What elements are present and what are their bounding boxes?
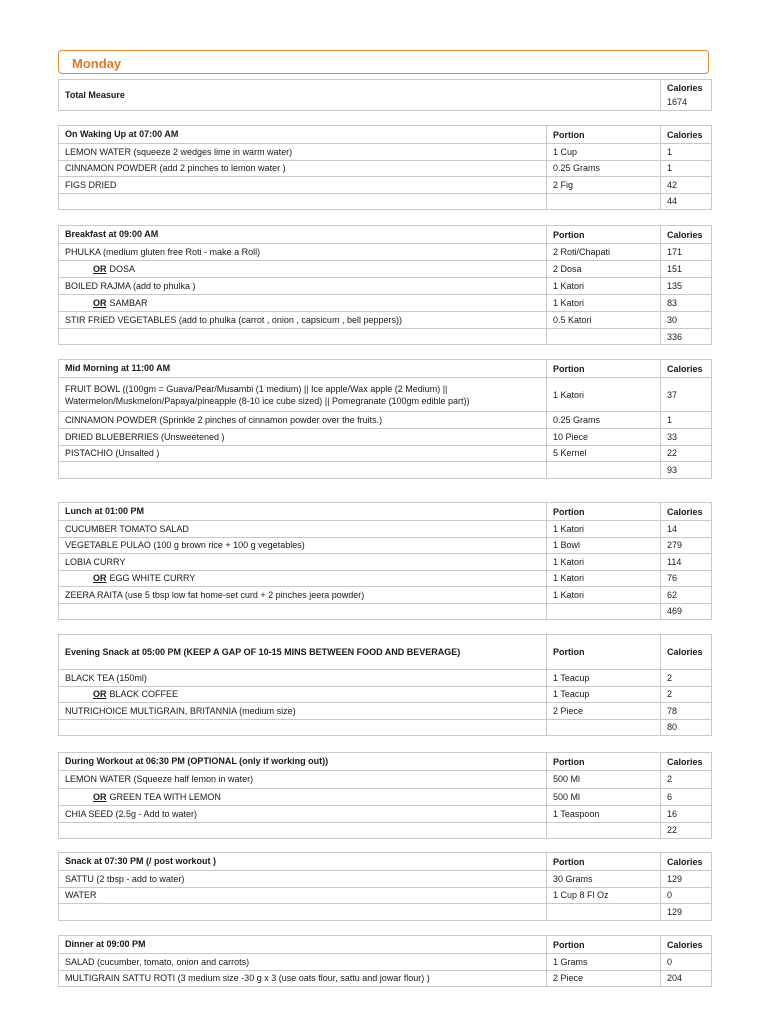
food-portion: 2 Fig [547,177,661,194]
meal-total-empty [547,822,661,839]
meal-total-row [59,603,712,620]
food-name: CUCUMBER TOMATO SALAD [65,523,189,534]
food-name: BLACK TEA (150ml) [65,672,147,683]
food-name: LEMON WATER (squeeze 2 wedges lime in warm water) [65,146,293,157]
or-label: OR [93,791,107,802]
total-measure-label: Total Measure [59,80,661,111]
food-portion: 500 Ml [547,771,661,789]
food-row [59,312,712,329]
food-name: LOBIA CURRY [65,556,126,567]
food-name: LEMON WATER (Squeeze half lemon in water) [65,774,254,785]
food-name-cell [59,703,547,720]
food-row [59,771,712,789]
total-calories-cell [661,80,712,111]
food-row [59,703,712,720]
food-portion: 1 Katori [547,587,661,604]
food-portion: 1 Katori [547,278,661,295]
meal-total-calories: 469 [661,603,712,620]
food-name: VEGETABLE PULAO (100 g brown rice + 100 g vegetables) [65,540,305,551]
food-portion: 1 Grams [547,954,661,971]
meal-title: During Workout at 06:30 PM (OPTIONAL (only if working out)) [59,753,547,771]
summary-table [58,79,712,111]
food-calories: 114 [661,554,712,571]
food-name-cell [59,278,547,295]
food-name-cell [59,445,547,462]
food-calories: 171 [661,244,712,261]
calories-header: Calories [661,853,712,871]
food-name-cell [59,871,547,888]
food-name-cell [59,521,547,538]
meal-total-calories: 336 [661,329,712,345]
food-name: FIGS DRIED [65,179,117,190]
food-name-cell [59,686,547,703]
meal-total-empty [547,193,661,210]
food-name-cell [59,378,547,412]
food-name: SALAD (cucumber, tomato, onion and carrots) [65,956,250,967]
food-name: BOILED RAJMA (add to phulka ) [65,281,196,291]
food-name: SATTU (2 tbsp - add to water) [65,873,185,884]
portion-header: Portion [547,126,661,144]
food-portion: 0.25 Grams [547,160,661,177]
calories-header: Calories [661,936,712,954]
food-calories: 0 [661,954,712,971]
portion-header: Portion [547,635,661,670]
meal-total-calories: 129 [661,904,712,921]
food-name-cell [59,412,547,429]
meal-header-row [59,126,712,144]
meal-total-empty [59,329,547,345]
food-calories: 1 [661,144,712,161]
calories-header: Calories [661,126,712,144]
meal-total-row [59,904,712,921]
food-row [59,570,712,587]
calories-header: Calories [661,360,712,378]
food-name: CHIA SEED (2.5g - Add to water) [65,808,198,819]
food-row [59,429,712,446]
food-calories: 83 [661,295,712,312]
meal-header-row [59,853,712,871]
meal-header-row [59,635,712,670]
food-calories: 37 [661,378,712,412]
food-row [59,295,712,312]
food-portion: 1 Bowl [547,537,661,554]
meal-title: Snack at 07:30 PM (/ post workout ) [59,853,547,871]
food-name-cell [59,887,547,904]
meal-table [58,125,712,210]
food-calories: 2 [661,771,712,789]
portion-header: Portion [547,503,661,521]
food-calories: 14 [661,521,712,538]
food-name: SAMBAR [109,298,148,308]
meal-total-empty [59,822,547,839]
meal-total-calories: 80 [661,719,712,736]
meal-total-empty [547,329,661,345]
food-row [59,887,712,904]
food-portion: 2 Piece [547,703,661,720]
food-row [59,686,712,703]
food-portion: 1 Katori [547,295,661,312]
meal-total-empty [59,193,547,210]
food-name: CINNAMON POWDER (add 2 pinches to lemon water ) [65,163,286,174]
food-name-cell [59,429,547,446]
meal-title: Mid Morning at 11:00 AM [59,360,547,378]
food-row [59,261,712,278]
food-name: EGG WHITE CURRY [109,573,196,584]
food-calories: 22 [661,445,712,462]
food-calories: 279 [661,537,712,554]
meal-total-calories: 22 [661,822,712,839]
food-name-cell [59,788,547,806]
food-row [59,144,712,161]
or-label: OR [93,689,107,700]
portion-header: Portion [547,360,661,378]
meal-table [58,225,712,345]
food-name-cell [59,771,547,789]
food-row [59,954,712,971]
food-name-cell [59,570,547,587]
food-name: PHULKA (medium gluten free Roti - make a Roll) [65,247,261,257]
food-name: PISTACHIO (Unsalted ) [65,448,160,459]
food-name-cell [59,954,547,971]
meal-table [58,935,712,987]
meal-total-empty [59,603,547,620]
day-header [58,50,709,74]
food-calories: 42 [661,177,712,194]
total-calories-header: Calories [667,83,703,93]
meal-total-empty [547,462,661,479]
food-portion: 2 Dosa [547,261,661,278]
meal-total-calories: 93 [661,462,712,479]
meal-total-calories: 44 [661,193,712,210]
food-calories: 0 [661,887,712,904]
meal-total-empty [547,904,661,921]
food-name-cell [59,312,547,329]
food-portion: 0.5 Katori [547,312,661,329]
food-name-cell [59,144,547,161]
meal-title: Dinner at 09:00 PM [59,936,547,954]
food-name-cell [59,537,547,554]
food-portion: 1 Cup [547,144,661,161]
day-title: Monday [72,56,122,71]
food-calories: 78 [661,703,712,720]
food-calories: 129 [661,871,712,888]
food-portion: 1 Teacup [547,686,661,703]
food-row [59,521,712,538]
food-portion: 500 Ml [547,788,661,806]
meal-total-empty [547,603,661,620]
food-name-cell [59,970,547,987]
meal-table [58,852,712,921]
meal-total-row [59,329,712,345]
food-name: DOSA [109,264,136,274]
meal-title: On Waking Up at 07:00 AM [59,126,547,144]
portion-header: Portion [547,853,661,871]
food-name-cell [59,244,547,261]
food-portion: 1 Katori [547,570,661,587]
calories-header: Calories [661,753,712,771]
food-portion: 1 Teacup [547,670,661,687]
food-portion: 1 Katori [547,554,661,571]
or-label: OR [93,264,107,274]
meal-header-row [59,753,712,771]
food-calories: 2 [661,686,712,703]
food-row [59,412,712,429]
meal-total-row [59,193,712,210]
food-portion: 2 Roti/Chapati [547,244,661,261]
food-name-cell [59,177,547,194]
or-label: OR [93,573,107,584]
food-row [59,445,712,462]
or-label: OR [93,298,107,308]
food-name: NUTRICHOICE MULTIGRAIN, BRITANNIA (medium size) [65,705,296,716]
food-name: GREEN TEA WITH LEMON [109,791,221,802]
calories-header: Calories [661,635,712,670]
food-portion: 2 Piece [547,970,661,987]
food-name: WATER [65,890,97,901]
food-name: BLACK COFFEE [109,689,179,700]
food-row [59,378,712,412]
food-row [59,587,712,604]
food-calories: 1 [661,412,712,429]
food-name-cell [59,261,547,278]
food-calories: 30 [661,312,712,329]
portion-header: Portion [547,226,661,244]
calories-header: Calories [661,503,712,521]
food-portion: 0.25 Grams [547,412,661,429]
food-calories: 204 [661,970,712,987]
food-name-cell [59,295,547,312]
meal-total-row [59,462,712,479]
food-row [59,244,712,261]
food-calories: 135 [661,278,712,295]
food-portion: 30 Grams [547,871,661,888]
food-name-cell [59,160,547,177]
food-name: MULTIGRAIN SATTU ROTI (3 medium size -30 g x 3 (use oats flour, sattu and jowar flour) ) [65,973,430,984]
food-calories: 151 [661,261,712,278]
meal-total-row [59,822,712,839]
food-row [59,537,712,554]
food-calories: 1 [661,160,712,177]
food-row [59,806,712,823]
food-row [59,160,712,177]
meal-title: Evening Snack at 05:00 PM (KEEP A GAP OF 10-15 MINS BETWEEN FOOD AND BEVERAGE) [59,635,547,670]
meal-table [58,502,712,620]
food-row [59,554,712,571]
food-portion: 1 Cup 8 Fl Oz [547,887,661,904]
meal-header-row [59,503,712,521]
food-portion: 10 Piece [547,429,661,446]
food-calories: 6 [661,788,712,806]
food-name: CINNAMON POWDER (Sprinkle 2 pinches of cinnamon powder over the fruits.) [65,415,383,425]
food-name-cell [59,806,547,823]
food-calories: 16 [661,806,712,823]
total-calories-value: 1674 [667,97,688,107]
food-name: DRIED BLUEBERRIES (Unsweetened ) [65,431,225,442]
food-row [59,670,712,687]
meal-total-empty [59,719,547,736]
food-name: FRUIT BOWL ((100gm = Guava/Pear/Musambi (1 medium) || Ice apple/Wax apple (2 Medium) || Watermelon/Muskmelon/Papaya/pineapple (8-10 ice cube sized) || Pomegranate (100gm edible part)) [65,383,470,406]
meal-total-empty [59,904,547,921]
food-row [59,788,712,806]
meal-table [58,752,712,839]
meal-title: Breakfast at 09:00 AM [59,226,547,244]
food-name: ZEERA RAITA (use 5 tbsp low fat home-set curd + 2 pinches jeera powder) [65,589,365,600]
meal-table [58,634,712,736]
food-portion: 1 Katori [547,378,661,412]
food-calories: 33 [661,429,712,446]
meal-total-empty [547,719,661,736]
food-name-cell [59,587,547,604]
food-row [59,970,712,987]
food-name-cell [59,670,547,687]
meal-header-row [59,936,712,954]
food-row [59,871,712,888]
portion-header: Portion [547,936,661,954]
food-name: STIR FRIED VEGETABLES (add to phulka (carrot , onion , capsicum , bell peppers)) [65,315,402,325]
food-calories: 76 [661,570,712,587]
food-name-cell [59,554,547,571]
meal-total-empty [59,462,547,479]
portion-header: Portion [547,753,661,771]
food-row [59,177,712,194]
food-portion: 5 Kernel [547,445,661,462]
meal-table [58,359,712,479]
food-portion: 1 Katori [547,521,661,538]
meal-total-row [59,719,712,736]
food-calories: 2 [661,670,712,687]
meal-title: Lunch at 01:00 PM [59,503,547,521]
food-calories: 62 [661,587,712,604]
meal-header-row [59,360,712,378]
food-portion: 1 Teaspoon [547,806,661,823]
meal-header-row [59,226,712,244]
calories-header: Calories [661,226,712,244]
food-row [59,278,712,295]
